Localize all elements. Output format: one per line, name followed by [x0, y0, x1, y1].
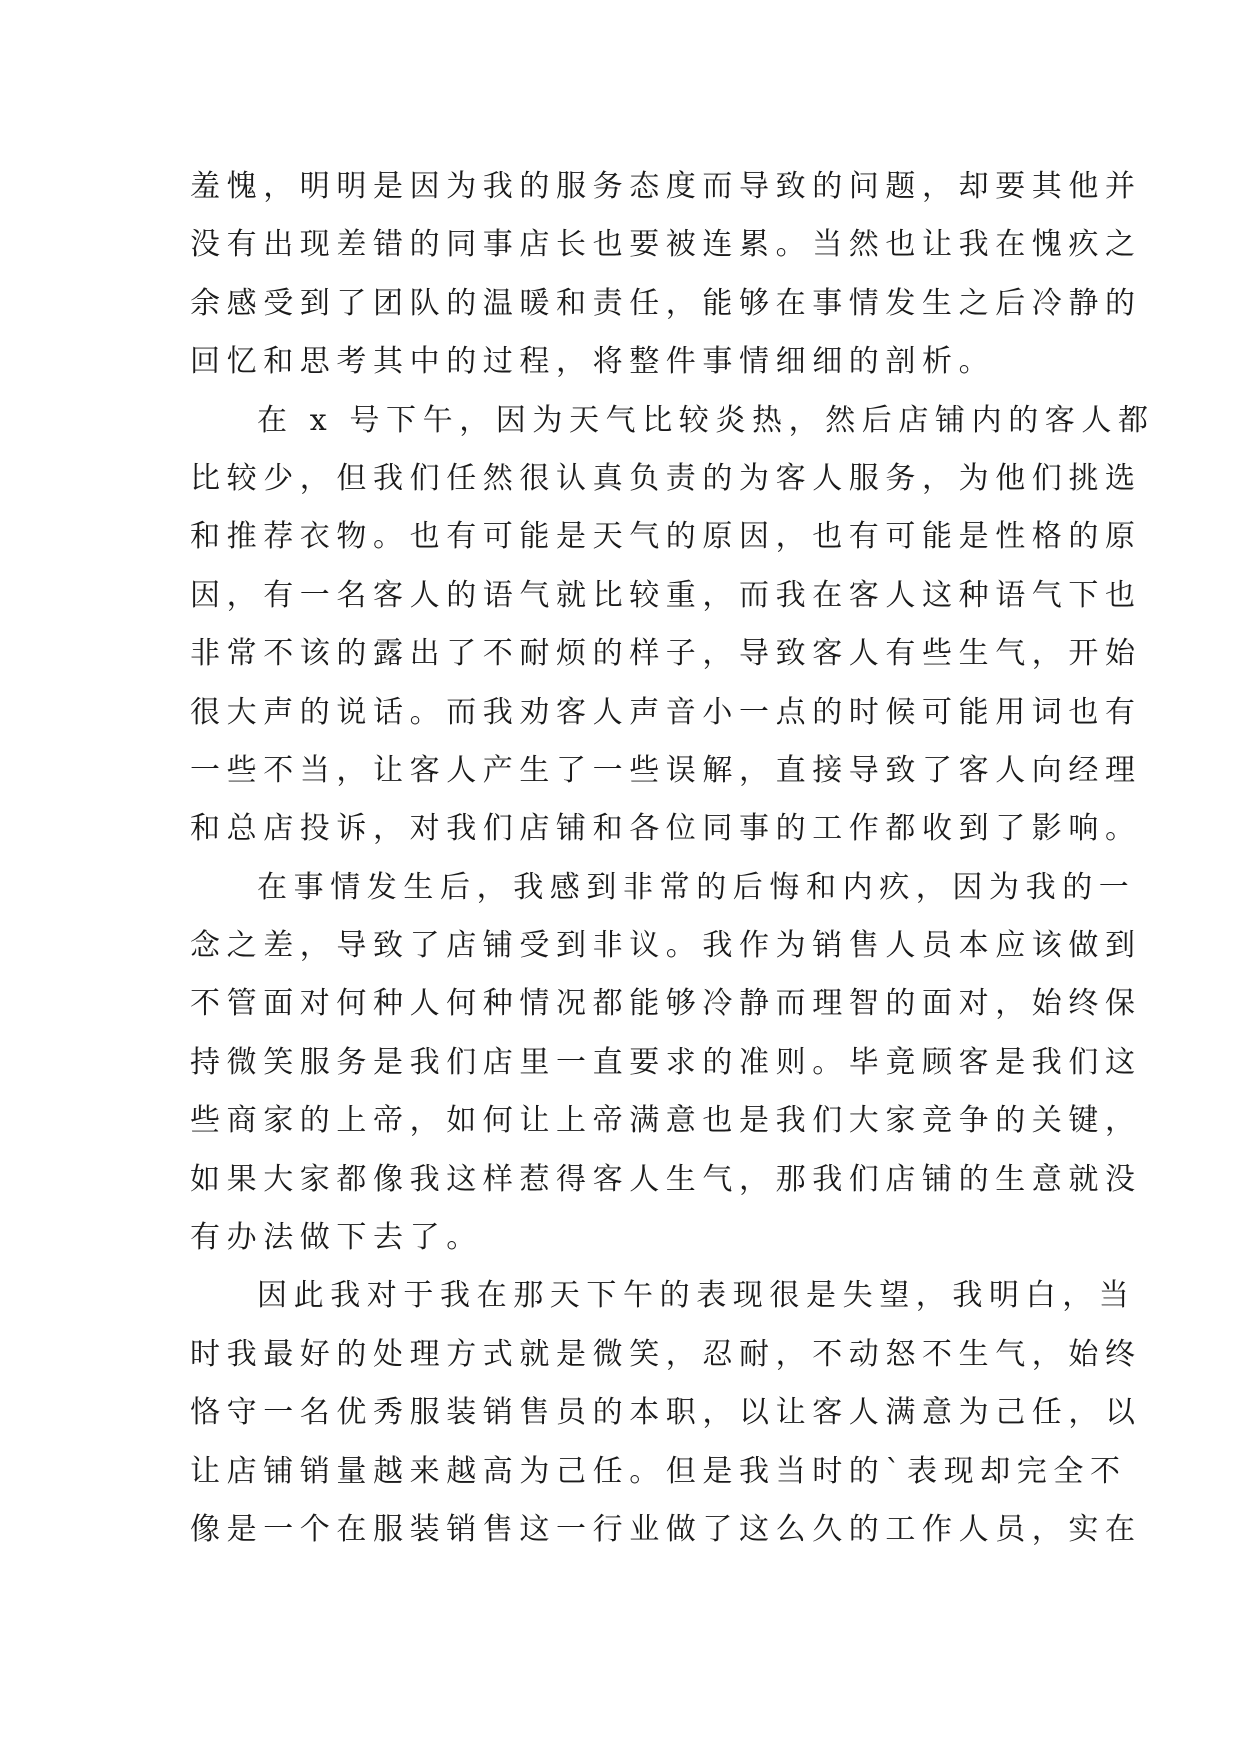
paragraph-first-line: 在事情发生后，我感到非常的后悔和内疚，因为我的一 [257, 869, 1136, 905]
text-line: 和推荐衣物。也有可能是天气的原因，也有可能是性格的原 [190, 519, 1142, 555]
text-line: 像是一个在服装销售这一行业做了这么久的工作人员，实在 [190, 1511, 1142, 1547]
text-line: 时我最好的处理方式就是微笑，忍耐，不动怒不生气，始终 [190, 1336, 1142, 1372]
text-line: 有办法做下去了。 [190, 1220, 483, 1256]
text-line: 羞愧，明明是因为我的服务态度而导致的问题，却要其他并 [190, 169, 1142, 204]
text-line: 非常不该的露出了不耐烦的样子，导致客人有些生气，开始 [190, 636, 1142, 672]
text-line: 很大声的说话。而我劝客人声音小一点的时候可能用词也有 [190, 694, 1142, 730]
text-line: 如果大家都像我这样惹得客人生气，那我们店铺的生意就没 [190, 1161, 1142, 1197]
text-line: 余感受到了团队的温暖和责任，能够在事情发生之后冷静的 [190, 285, 1142, 321]
text-line: 没有出现差错的同事店长也要被连累。当然也让我在愧疚之 [190, 227, 1142, 263]
paragraph-first-line: 在 x 号下午，因为天气比较炎热，然后店铺内的客人都 [257, 402, 1155, 438]
text-line: 和总店投诉，对我们店铺和各位同事的工作都收到了影响。 [190, 811, 1142, 847]
paragraph-first-line: 因此我对于我在那天下午的表现很是失望，我明白，当 [257, 1278, 1136, 1314]
text-line: 些商家的上帝，如何让上帝满意也是我们大家竞争的关键， [190, 1103, 1142, 1139]
text-line: 念之差，导致了店铺受到非议。我作为销售人员本应该做到 [190, 928, 1142, 964]
text-line: 恪守一名优秀服装销售员的本职，以让客人满意为己任，以 [190, 1395, 1142, 1431]
text-line: 不管面对何种人何种情况都能够冷静而理智的面对，始终保 [190, 986, 1142, 1022]
text-line: 因，有一名客人的语气就比较重，而我在客人这种语气下也 [190, 577, 1142, 613]
text-line: 持微笑服务是我们店里一直要求的准则。毕竟顾客是我们这 [190, 1044, 1142, 1080]
text-line: 回忆和思考其中的过程，将整件事情细细的剖析。 [190, 344, 996, 380]
text-line: 比较少，但我们任然很认真负责的为客人服务，为他们挑选 [190, 460, 1142, 496]
document-body [190, 158, 1155, 1559]
text-line: 一些不当，让客人产生了一些误解，直接导致了客人向经理 [190, 752, 1142, 788]
text-line: 让店铺销量越来越高为己任。但是我当时的`表现却完全不 [190, 1453, 1127, 1489]
